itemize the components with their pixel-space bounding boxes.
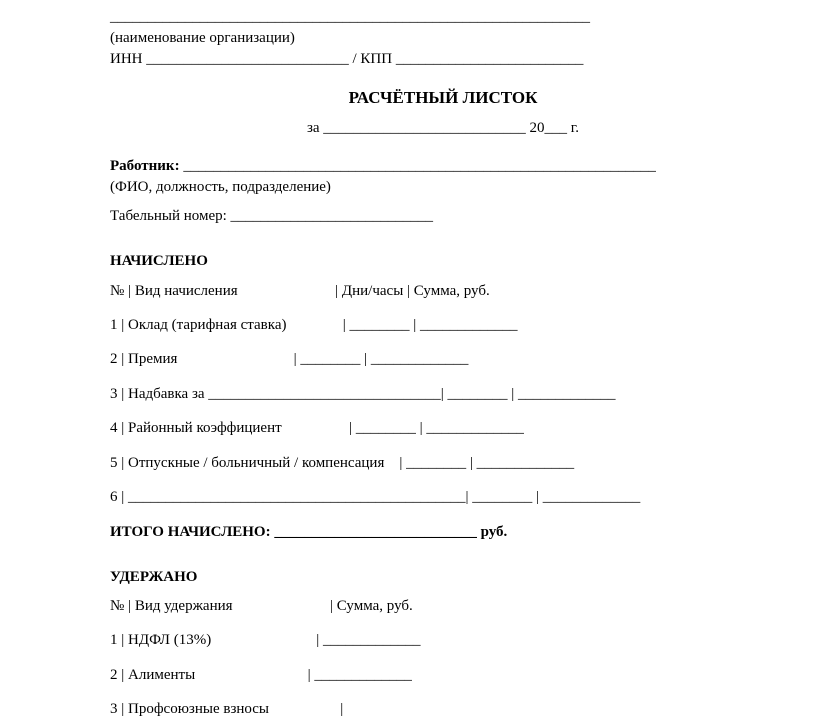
employee-line: [110, 157, 656, 175]
accrued-row: 2 | Премия | ________ | _____________: [110, 351, 469, 367]
accrued-total: ИТОГО НАЧИСЛЕНО: ___________________________ руб.: [110, 524, 508, 540]
inn-kpp-line: ИНН ___________________________ / КПП _________________________: [110, 51, 584, 67]
accrued-row: 1 | Оклад (тарифная ставка) | ________ | _____________: [110, 317, 518, 333]
employee-caption: (ФИО, должность, подразделение): [110, 179, 331, 195]
accrued-row: 4 | Районный коэффициент | ________ | _____________: [110, 420, 524, 436]
withheld-row: 1 | НДФЛ (13%) | _____________: [110, 632, 421, 648]
accrued-heading: НАЧИСЛЕНО: [110, 253, 208, 269]
accrued-row: 5 | Отпускные / больничный / компенсация | ________ | _____________: [110, 455, 575, 471]
accrued-row: 3 | Надбавка за _______________________________| ________ | _____________: [110, 386, 616, 402]
org-name-caption: (наименование организации): [110, 30, 295, 46]
withheld-header-row: № | Вид удержания | Сумма, руб.: [110, 598, 413, 614]
tab-number-line: Табельный номер: ___________________________: [110, 208, 434, 224]
withheld-heading: УДЕРЖАНО: [110, 569, 198, 585]
period-line: за ___________________________ 20___ г.: [306, 120, 580, 136]
accrued-header-row: № | Вид начисления | Дни/часы | Сумма, руб.: [110, 283, 490, 299]
withheld-row: 3 | Профсоюзные взносы |: [110, 701, 344, 717]
org-name-line: ________________________________________________________________: [110, 9, 590, 25]
employee-blank: _______________________________________________________________: [183, 158, 656, 174]
accrued-row: 6 | _____________________________________________| ________ | _____________: [110, 489, 641, 505]
document-title: РАСЧЁТНЫЙ ЛИСТОК: [348, 88, 538, 107]
employee-label: Работник:: [110, 158, 184, 174]
withheld-row: 2 | Алименты | _____________: [110, 667, 412, 683]
